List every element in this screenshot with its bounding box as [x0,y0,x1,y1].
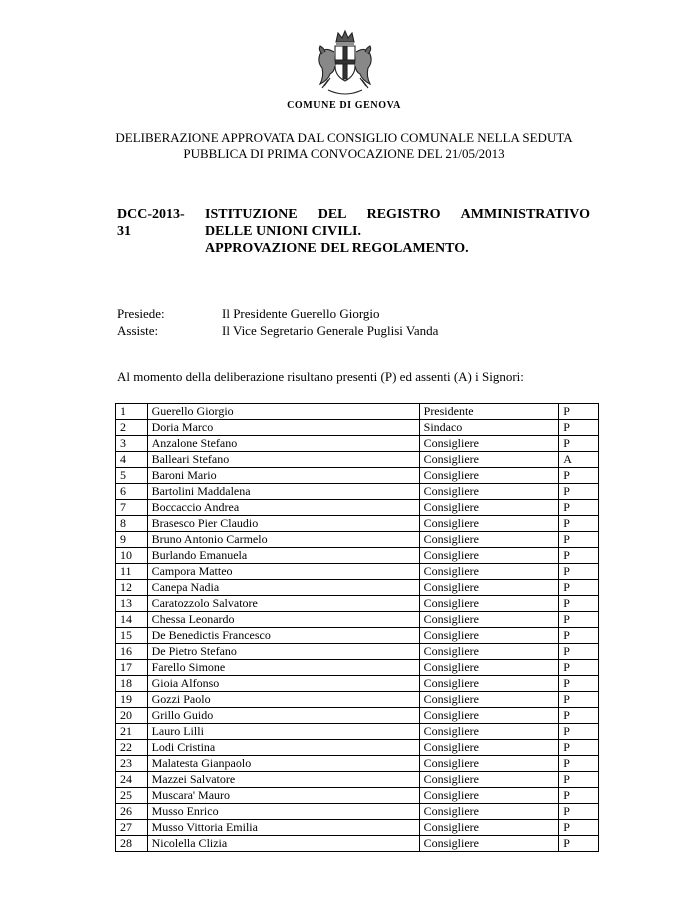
table-row [116,404,599,420]
attendance-status: P [559,724,599,740]
member-name: Farello Simone [147,660,419,676]
member-name: Musso Enrico [147,804,419,820]
member-name: Gioia Alfonso [147,676,419,692]
attendance-status: P [559,836,599,852]
table-row [116,836,599,852]
row-number: 28 [116,836,148,852]
attendance-status: P [559,692,599,708]
member-role: Consigliere [419,628,559,644]
table-row [116,724,599,740]
deliberation-title-line-1 [205,206,590,223]
table-row [116,452,599,468]
attendance-status: P [559,660,599,676]
member-name: Lauro Lilli [147,724,419,740]
row-number: 26 [116,804,148,820]
member-role: Presidente [419,404,559,420]
row-number: 27 [116,820,148,836]
attendance-status: P [559,564,599,580]
member-name: Muscara' Mauro [147,788,419,804]
member-role: Consigliere [419,532,559,548]
row-number: 8 [116,516,148,532]
table-row [116,468,599,484]
attendance-status: P [559,404,599,420]
deliberation-code [117,206,197,240]
table-row [116,564,599,580]
member-role: Consigliere [419,804,559,820]
row-number: 11 [116,564,148,580]
table-row [116,740,599,756]
member-name: Balleari Stefano [147,452,419,468]
heading-line-1: DELIBERAZIONE APPROVATA DAL CONSIGLIO COMUNALE NELLA SEDUTA [115,130,573,145]
title-word: DEL [317,207,347,222]
assiste-label: Assiste: [117,323,159,338]
attendance-status: P [559,484,599,500]
member-role: Consigliere [419,564,559,580]
title-word: ISTITUZIONE [205,207,298,222]
table-row [116,676,599,692]
assiste-value: Il Vice Segretario Generale Puglisi Vanda [222,323,439,338]
heading-line-2: PUBBLICA DI PRIMA CONVOCAZIONE DEL 21/05/2013 [183,146,505,161]
member-role: Consigliere [419,660,559,676]
member-name: Bartolini Maddalena [147,484,419,500]
attendance-status: P [559,468,599,484]
member-role: Consigliere [419,580,559,596]
member-role: Consigliere [419,644,559,660]
attendance-status: P [559,820,599,836]
row-number: 22 [116,740,148,756]
member-role: Consigliere [419,676,559,692]
attendance-status: P [559,772,599,788]
title-word: REGISTRO [366,207,441,222]
member-name: De Benedictis Francesco [147,628,419,644]
attendance-status: P [559,532,599,548]
member-role: Consigliere [419,756,559,772]
member-name: Burlando Emanuela [147,548,419,564]
member-role: Consigliere [419,596,559,612]
member-name: Musso Vittoria Emilia [147,820,419,836]
coat-of-arms-icon [314,28,376,100]
table-row [116,804,599,820]
member-name: De Pietro Stefano [147,644,419,660]
row-number: 10 [116,548,148,564]
attendance-status: P [559,436,599,452]
member-name: Canepa Nadia [147,580,419,596]
row-number: 17 [116,660,148,676]
attendance-status: P [559,644,599,660]
member-role: Consigliere [419,772,559,788]
table-row [116,484,599,500]
row-number: 1 [116,404,148,420]
row-number: 12 [116,580,148,596]
row-number: 20 [116,708,148,724]
table-row [116,580,599,596]
row-number: 15 [116,628,148,644]
table-row [116,532,599,548]
attendance-status: P [559,596,599,612]
attendance-status: P [559,708,599,724]
row-number: 18 [116,676,148,692]
member-role: Consigliere [419,452,559,468]
session-heading [0,130,688,162]
attendance-table-body [116,404,599,852]
attendance-status: P [559,580,599,596]
member-role: Consigliere [419,820,559,836]
table-row [116,548,599,564]
attendance-status: P [559,548,599,564]
member-name: Brasesco Pier Claudio [147,516,419,532]
member-name: Malatesta Gianpaolo [147,756,419,772]
member-name: Mazzei Salvatore [147,772,419,788]
deliberation-title-line-2: DELLE UNIONI CIVILI. [205,224,361,239]
attendance-status: A [559,452,599,468]
deliberation-code-line-2: 31 [117,224,131,239]
deliberation-title-line-3: APPROVAZIONE DEL REGOLAMENTO. [205,241,469,256]
issuer-name: COMUNE DI GENOVA [287,100,401,111]
attendance-status: P [559,500,599,516]
member-name: Gozzi Paolo [147,692,419,708]
attendance-status: P [559,516,599,532]
table-row [116,660,599,676]
table-row [116,756,599,772]
table-row [116,644,599,660]
row-number: 6 [116,484,148,500]
table-row [116,420,599,436]
member-name: Chessa Leonardo [147,612,419,628]
deliberation-code-line-1: DCC-2013- [117,207,185,222]
member-name: Doria Marco [147,420,419,436]
attendance-status: P [559,756,599,772]
row-number: 24 [116,772,148,788]
row-number: 5 [116,468,148,484]
row-number: 13 [116,596,148,612]
table-row [116,692,599,708]
row-number: 4 [116,452,148,468]
member-role: Consigliere [419,500,559,516]
row-number: 7 [116,500,148,516]
member-name: Grillo Guido [147,708,419,724]
member-name: Campora Matteo [147,564,419,580]
member-role: Consigliere [419,836,559,852]
attendance-table [115,403,599,852]
table-row [116,628,599,644]
member-role: Consigliere [419,724,559,740]
attendance-status: P [559,612,599,628]
attendance-intro: Al momento della deliberazione risultano presenti (P) ed assenti (A) i Signori: [117,369,524,384]
row-number: 2 [116,420,148,436]
table-row [116,500,599,516]
member-name: Anzalone Stefano [147,436,419,452]
row-number: 21 [116,724,148,740]
table-row [116,772,599,788]
row-number: 23 [116,756,148,772]
member-role: Consigliere [419,468,559,484]
member-name: Guerello Giorgio [147,404,419,420]
row-number: 14 [116,612,148,628]
table-row [116,708,599,724]
attendance-status: P [559,788,599,804]
title-word: AMMINISTRATIVO [460,207,590,222]
member-role: Consigliere [419,788,559,804]
member-name: Caratozzolo Salvatore [147,596,419,612]
member-role: Consigliere [419,436,559,452]
member-role: Consigliere [419,708,559,724]
table-row [116,788,599,804]
row-number: 19 [116,692,148,708]
table-row [116,516,599,532]
table-row [116,436,599,452]
attendance-status: P [559,804,599,820]
member-name: Baroni Mario [147,468,419,484]
presiede-label: Presiede: [117,306,165,321]
member-name: Bruno Antonio Carmelo [147,532,419,548]
member-name: Nicolella Clizia [147,836,419,852]
table-row [116,820,599,836]
member-role: Sindaco [419,420,559,436]
row-number: 16 [116,644,148,660]
attendance-status: P [559,420,599,436]
row-number: 25 [116,788,148,804]
row-number: 9 [116,532,148,548]
presiede-value: Il Presidente Guerello Giorgio [222,306,380,321]
deliberation-title [205,206,590,257]
table-row [116,596,599,612]
member-role: Consigliere [419,740,559,756]
member-name: Boccaccio Andrea [147,500,419,516]
member-role: Consigliere [419,516,559,532]
attendance-status: P [559,740,599,756]
member-name: Lodi Cristina [147,740,419,756]
table-row [116,612,599,628]
attendance-status: P [559,676,599,692]
member-role: Consigliere [419,612,559,628]
attendance-status: P [559,628,599,644]
row-number: 3 [116,436,148,452]
member-role: Consigliere [419,692,559,708]
member-role: Consigliere [419,548,559,564]
member-role: Consigliere [419,484,559,500]
